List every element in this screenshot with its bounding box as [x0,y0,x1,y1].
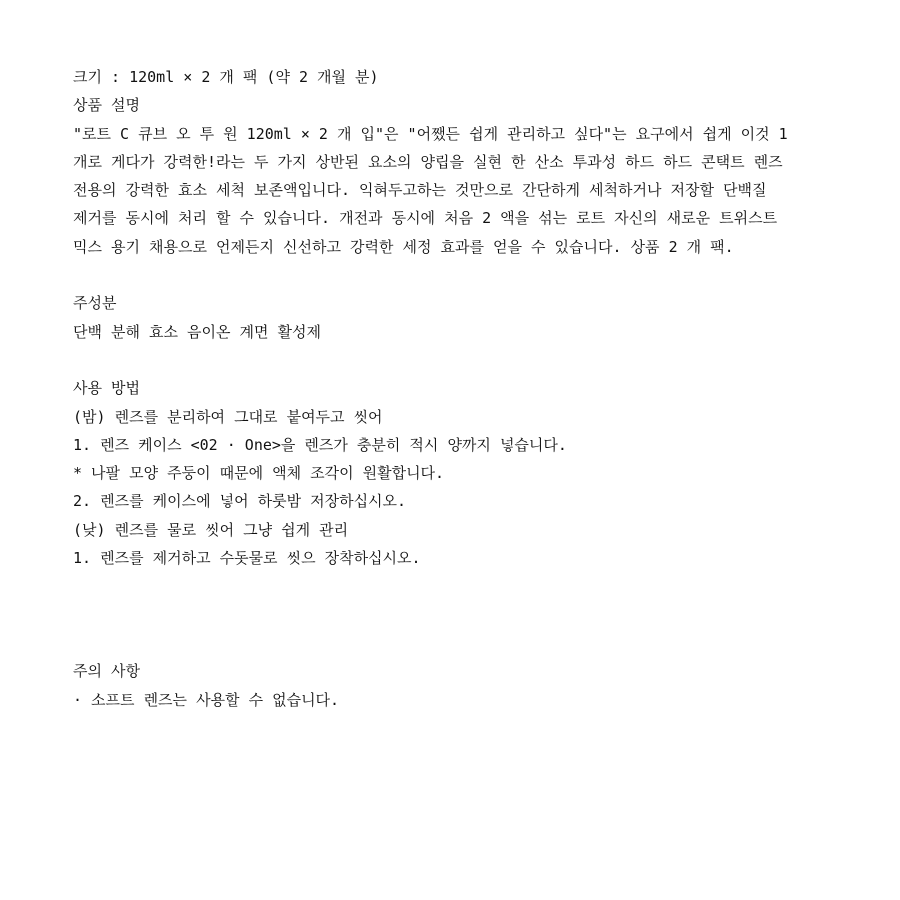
usage-heading: 사용 방법 [73,379,140,398]
caution-heading: 주의 사항 [73,662,140,681]
product-document [73,63,853,714]
description-line-4: 제거를 동시에 처리 할 수 있습니다. 개전과 동시에 처음 2 액을 섞는 로트 자신의 새로운 트위스트 [73,209,778,228]
description-line-3: 전용의 강력한 효소 세척 보존액입니다. 익혀두고하는 것만으로 간단하게 세척하거나 저장할 단백질 [73,181,767,200]
ingredients-text: 단백 분해 효소 음이온 계면 활성제 [73,322,322,341]
usage-line-4: 2. 렌즈를 케이스에 넣어 하룻밤 저장하십시오. [73,492,407,511]
description-line-5: 믹스 용기 채용으로 언제든지 신선하고 강력한 세정 효과를 얻을 수 있습니다. 상품 2 개 팩. [73,237,734,256]
section-spacer [73,346,853,374]
description-line-2: 개로 게다가 강력한!라는 두 가지 상반된 요소의 양립을 실현 한 산소 투과성 하드 하드 콘택트 렌즈 [73,152,783,171]
usage-line-3: * 나팔 모양 주둥이 때문에 액체 조각이 원활합니다. [73,464,445,483]
usage-line-2: 1. 렌즈 케이스 <02 · One>을 렌즈가 충분히 적시 양까지 넣습니다. [73,435,567,454]
usage-line-1: (밤) 렌즈를 분리하여 그대로 붙여두고 씻어 [73,407,383,426]
description-line-1: "로트 C 큐브 오 투 원 120ml × 2 개 입"은 "어쨌든 쉽게 관리하고 싶다"는 요구에서 쉽게 이것 1 [73,124,788,143]
section-spacer-large [73,572,853,657]
usage-line-5: (낮) 렌즈를 물로 씻어 그냥 쉽게 관리 [73,520,349,539]
section-spacer [73,261,853,289]
usage-line-6: 1. 렌즈를 제거하고 수돗물로 씻으 장착하십시오. [73,549,421,568]
size-line: 크기 : 120ml × 2 개 팩 (약 2 개월 분) [73,68,379,86]
ingredients-heading: 주성분 [73,294,117,313]
caution-text: · 소프트 렌즈는 사용할 수 없습니다. [73,690,340,709]
description-heading: 상품 설명 [73,96,140,115]
